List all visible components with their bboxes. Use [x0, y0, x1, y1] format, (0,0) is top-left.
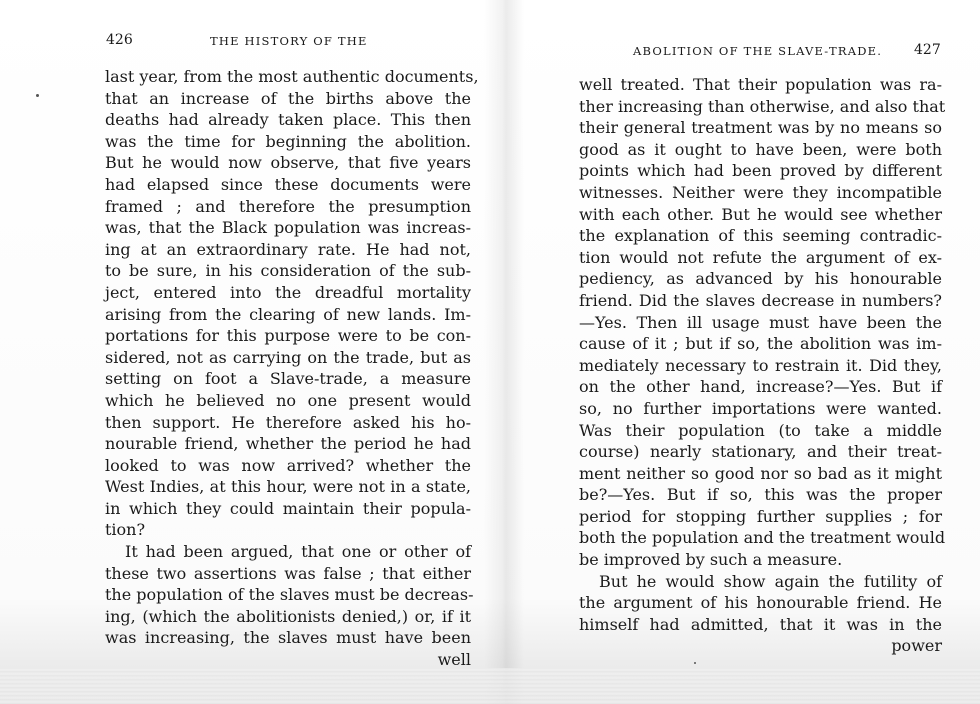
text-line: mediately necessary to restrain it. Did they, [579, 355, 942, 375]
text-line: It had been argued, that one or other of [125, 542, 471, 562]
text-line: well treated. That their population was ra- [579, 75, 942, 94]
ink-speck [36, 94, 39, 97]
text-line: period for stopping further supplies ; for [579, 506, 942, 526]
text-line: the population of the slaves must be decreas- [105, 585, 474, 605]
left-page-text [105, 66, 479, 671]
text-line: friend. Did the slaves decrease in numbers? [579, 290, 942, 310]
text-line: ing, (which the abolitionists denied,) or, if it [105, 606, 471, 626]
text-line: then support. He therefore asked his ho- [105, 412, 471, 432]
text-line: was, that the Black population was increas- [105, 218, 471, 238]
left-page-number: 426 [106, 32, 133, 48]
text-line: that an increase of the births above the [105, 88, 471, 108]
catchword: well [437, 650, 471, 670]
text-line: looked to was now arrived? whether the [105, 455, 471, 475]
text-line: setting on foot a Slave-trade, a measure [105, 369, 471, 389]
text-line: with each other. But he would see whether [579, 204, 942, 224]
text-line: course) nearly stationary, and their treat- [579, 442, 942, 462]
text-line: ther increasing than otherwise, and also that [579, 96, 946, 116]
text-line: nourable friend, whether the period he had [105, 434, 471, 454]
text-line: pediency, as advanced by his honourable [579, 269, 942, 289]
text-line: good as it ought to have been, were both [579, 139, 942, 159]
text-line: West Indies, at this hour, were not in a state, [105, 477, 471, 497]
text-line: points which had been proved by different [579, 161, 942, 181]
text-line: witnesses. Neither were they incompatible [579, 182, 942, 202]
text-line: so, no further importations were wanted. [579, 398, 942, 418]
text-line: But he would now observe, that five years [105, 153, 471, 173]
text-line: tion would not refute the argument of ex- [579, 247, 942, 267]
text-line: their general treatment was by no means so [579, 118, 942, 138]
text-line: in which they could maintain their popula- [105, 498, 471, 518]
text-line: deaths had already taken place. This then [105, 110, 471, 130]
catchword: power [891, 636, 942, 656]
right-page-number: 427 [914, 42, 941, 58]
right-page [490, 0, 980, 704]
text-line: had elapsed since these documents were [105, 174, 471, 194]
text-line: Was their population (to take a middle [579, 420, 942, 440]
ink-speck [694, 662, 696, 664]
text-line: these two assertions was false ; that either [105, 563, 471, 583]
text-line: ment neither so good nor so bad as it might [579, 463, 942, 483]
text-line: to be sure, in his consideration of the sub- [105, 261, 471, 281]
text-line: the argument of his honourable friend. He [579, 593, 942, 613]
text-line: be?—Yes. But if so, this was the proper [579, 485, 942, 505]
right-page-text [579, 74, 946, 657]
text-line: cause of it ; but if so, the abolition was im- [579, 334, 942, 354]
text-line: the explanation of this seeming contradic- [579, 226, 942, 246]
text-line: But he would show again the futility of [599, 571, 942, 591]
text-line: sidered, not as carrying on the trade, but as [105, 347, 471, 367]
text-line: tion? [105, 520, 146, 540]
text-line: ing at an extraordinary rate. He had not, [105, 239, 471, 259]
text-line: arising from the clearing of new lands. Im- [105, 304, 471, 324]
text-line: both the population and the treatment would [579, 528, 946, 548]
text-line: which he believed no one present would [105, 390, 471, 410]
right-running-title: ABOLITION OF THE SLAVE-TRADE. [633, 44, 883, 58]
left-running-title: THE HISTORY OF THE [210, 34, 368, 48]
text-line: himself had admitted, that it was in the [579, 614, 942, 634]
text-line: framed ; and therefore the presumption [105, 196, 471, 216]
text-line: —Yes. Then ill usage must have been the [579, 312, 942, 332]
text-line: ject, entered into the dreadful mortality [105, 282, 471, 302]
text-line: on the other hand, increase?—Yes. But if [579, 377, 942, 397]
text-line: was the time for beginning the abolition. [105, 131, 471, 151]
text-line: portations for this purpose were to be con- [105, 326, 471, 346]
text-line: last year, from the most authentic documents, [105, 67, 479, 86]
text-line: be improved by such a measure. [579, 550, 843, 570]
text-line: was increasing, the slaves must have been [105, 628, 471, 648]
